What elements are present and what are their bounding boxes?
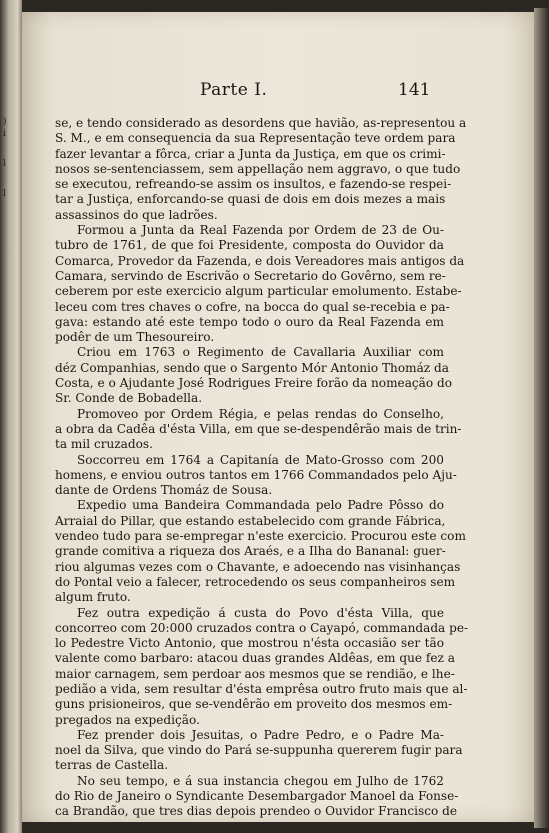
- text-line: terras de Castella.: [55, 758, 169, 773]
- text-line: Arraial do Pillar, que estando estabelecido com grande Fábrica,: [55, 513, 446, 528]
- text-line: Sr. Conde de Bobadella.: [55, 391, 203, 406]
- text-line: homens, e enviou outros tantos em 1766 Commandados pelo Aju-: [55, 467, 457, 482]
- text-line: S. M., e em consequencia da sua Representação teve ordem para: [55, 131, 456, 146]
- text-line: assassinos do que ladrões.: [55, 207, 218, 222]
- text-line: algum fruto.: [55, 590, 131, 605]
- text-line: fazer levantar a fôrca, criar a Junta da Justiça, em que os crimi-: [55, 146, 446, 161]
- text-line: Criou em 1763 o Regimento de Cavallaria Auxiliar com: [77, 345, 444, 360]
- running-header: [22, 80, 534, 104]
- text-line: ca Brandão, que tres dias depois prendeo o Ouvidor Francisco de: [55, 804, 457, 819]
- text-line: dante de Ordens Thomáz de Sousa.: [55, 483, 273, 498]
- text-line: do Pontal veio a falecer, retrocedendo os seus companheiros sem: [55, 574, 456, 589]
- text-line: maior carnagem, sem perdoar aos mesmos que se rendião, e lhe-: [55, 666, 455, 681]
- body-text: [55, 116, 469, 820]
- text-line: leceu com tres chaves o cofre, na bocca do qual se-recebia e pa-: [55, 299, 450, 314]
- text-line: a obra da Cadêa d'ésta Villa, em que se-despendêrão mais de trin-: [55, 421, 462, 436]
- text-line: lo Pedestre Victo Antonio, que mostrou n'ésta occasião ser tão: [55, 636, 444, 651]
- paragraph: [55, 605, 469, 728]
- text-line: vendeo tudo para se-empregar n'este exercicio. Procurou este com: [55, 529, 466, 544]
- paragraph: [55, 452, 457, 499]
- book-page: [22, 12, 534, 822]
- bleed-mark: ): [3, 117, 7, 127]
- page-edge-right: [534, 8, 549, 828]
- text-line: Camara, servindo de Escrivão o Secretario do Govêrno, sem re-: [55, 268, 446, 283]
- text-line: tar a Justiça, enforcando-se quasi de dois em dois mezes a mais: [55, 192, 446, 207]
- text-line: Expedio uma Bandeira Commandada pelo Padre Pôsso do: [77, 498, 444, 513]
- bleed-mark: l: [3, 189, 6, 199]
- paragraph: [55, 223, 465, 345]
- paragraph: [55, 406, 462, 453]
- text-line: do Rio de Janeiro o Syndicante Desembargador Manoel da Fonse-: [55, 789, 459, 804]
- text-line: No seu tempo, e á sua instancia chegou em Julho de 1762: [77, 773, 444, 788]
- text-line: riou algumas vezes com o Chavante, e adoecendo nas visinhanças: [55, 559, 461, 574]
- text-line: nosos se-sentenciassem, sem appellação nem aggravo, o que tudo: [55, 161, 461, 176]
- text-line: Formou a Junta da Real Fazenda por Ordem de 23 de Ou-: [77, 223, 444, 238]
- paragraph: [55, 345, 453, 406]
- text-line: Soccorreu em 1764 a Capitanía de Mato-Grosso com 200: [77, 452, 444, 467]
- text-line: grande comitiva a riqueza dos Araés, e a Ilha do Bananal: guer-: [55, 544, 446, 559]
- text-line: ceberem por este exercicio algum particular emolumento. Estabe-: [55, 284, 462, 299]
- text-line: valente como barbaro: atacou duas grandes Aldêas, em que fez a: [55, 651, 455, 666]
- text-line: podêr de um Thesoureiro.: [55, 330, 215, 345]
- bleed-mark: l: [3, 159, 6, 169]
- page-header-part: Parte I.: [200, 80, 268, 100]
- text-line: tubro de 1761, de que foi Presidente, composta do Ouvidor da: [55, 238, 444, 253]
- text-line: pregados na expedição.: [55, 712, 200, 727]
- bleed-mark: i: [3, 129, 6, 139]
- text-line: concorreo com 20:000 cruzados contra o Cayapó, commandada pe-: [55, 620, 469, 635]
- previous-page-edge: [0, 0, 22, 833]
- text-line: gava: estando até este tempo todo o ouro da Real Fazenda em: [55, 314, 444, 329]
- text-line: Costa, e o Ajudante José Rodrigues Freire forão da nomeação do: [55, 376, 453, 391]
- text-line: noel da Silva, que vindo do Pará se-suppunha quererem fugir para: [55, 743, 463, 758]
- paragraph: [55, 498, 466, 605]
- text-line: Comarca, Provedor da Fazenda, e dois Vereadores mais antigos da: [55, 253, 465, 268]
- text-line: guns prisioneiros, que se-vendêrão em proveito dos mesmos em-: [55, 697, 453, 712]
- text-line: déz Companhias, sendo que o Sargento Mór Antonio Thomáz da: [55, 360, 449, 375]
- text-line: Fez prender dois Jesuitas, o Padre Pedro, e o Padre Ma-: [77, 727, 444, 742]
- paragraph: [55, 727, 463, 774]
- text-line: Promoveo por Ordem Régia, e pelas rendas do Conselho,: [77, 406, 444, 421]
- paragraph: [55, 116, 467, 223]
- text-line: Fez outra expedição á custa do Povo d'ésta Villa, que: [77, 605, 444, 620]
- paragraph: [55, 773, 459, 820]
- text-line: se, e tendo considerado as desordens que havião, as-representou a: [55, 116, 467, 130]
- text-line: pedião a vida, sem resultar d'ésta emprêsa outro fruto mais que al-: [55, 681, 468, 696]
- page-number: 141: [398, 80, 431, 100]
- text-line: se executou, refreando-se assim os insultos, e fazendo-se respei-: [55, 177, 452, 192]
- text-line: ta mil cruzados.: [55, 437, 153, 452]
